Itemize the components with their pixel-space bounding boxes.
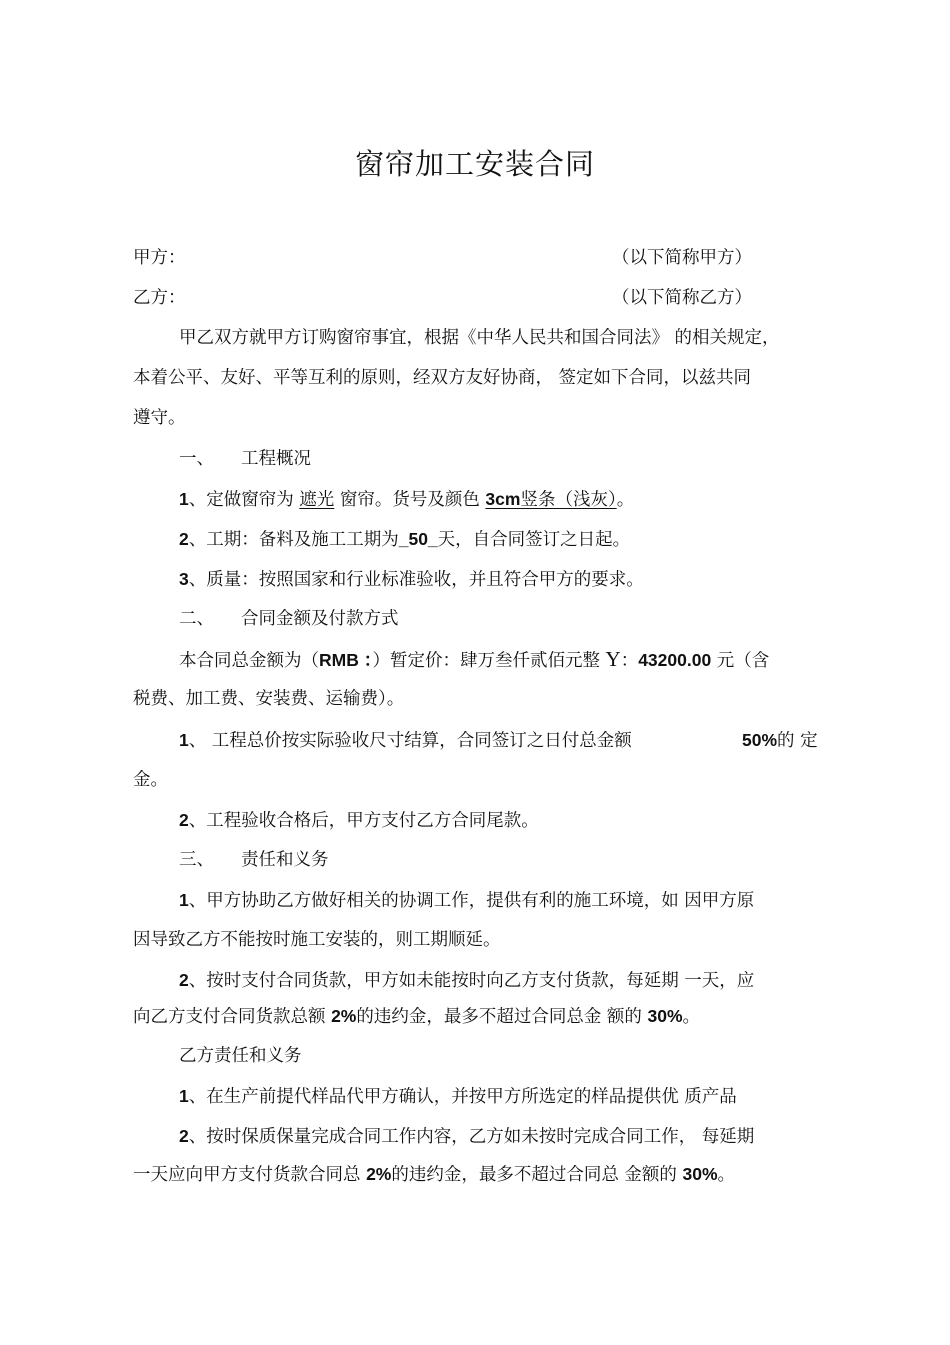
party-b-duties-item-2: 2、按时保质保量完成合同工作内容，乙方如未按时完成合同工作， 每延期 xyxy=(179,1126,755,1147)
curtain-spec-fill: 3cm竖条（浅灰） xyxy=(485,489,617,510)
deposit-percent: 50% xyxy=(742,730,778,750)
contract-amount-line: 本合同总金额为（RMB ：）暂定价：肆万叁仟贰佰元整 Y：43200.00 元（含 xyxy=(179,647,770,671)
section-3-item-1-line-2: 因导致乙方不能按时施工安装的，则工期顺延。 xyxy=(133,930,501,950)
item-number: 1 xyxy=(179,890,189,910)
party-b-duties-item-1: 1、在生产前提代样品代甲方确认，并按甲方所选定的样品提供优 质产品 xyxy=(179,1086,737,1107)
party-b-note: （以下简称乙方） xyxy=(612,288,752,308)
curtain-type-fill: 遮光 xyxy=(299,490,335,510)
section-3-item-1: 1、甲方协助乙方做好相关的协调工作，提供有利的施工环境，如 因甲方原 xyxy=(179,890,755,911)
item-text: 。 xyxy=(616,490,635,510)
section-1-heading: 工程概况 xyxy=(241,449,311,469)
intro-line-1: 甲乙双方就甲方订购窗帘事宜，根据《中华人民共和国合同法》 的相关规定， xyxy=(179,328,780,348)
penalty-percent: 2% xyxy=(366,1164,392,1184)
party-b-duties-heading: 乙方责任和义务 xyxy=(179,1046,302,1066)
party-a-note: （以下简称甲方） xyxy=(612,248,752,268)
section-2-heading: 合同金额及付款方式 xyxy=(241,609,399,629)
section-3-heading: 责任和义务 xyxy=(241,850,329,870)
section-3-number: 三、 xyxy=(179,850,214,870)
section-2-number: 二、 xyxy=(179,609,214,629)
item-text: 天，自合同签订之日起。 xyxy=(437,530,631,550)
item-text: 窗帘。货号及颜色 xyxy=(334,490,486,510)
intro-line-3: 遵守。 xyxy=(133,408,186,428)
item-number: 1 xyxy=(179,489,189,509)
document-title: 窗帘加工安装合同 xyxy=(354,147,595,181)
item-number: 2 xyxy=(179,1126,189,1146)
item-text: 、定做窗帘为 xyxy=(188,490,300,510)
section-1-item-3 xyxy=(179,567,644,592)
section-1-item-1 xyxy=(179,487,634,512)
section-1-item-2 xyxy=(179,527,630,552)
party-b-label: 乙方： xyxy=(133,288,186,308)
item-text: 、质量：按照国家和行业标准验收，并且符合甲方的要求。 xyxy=(188,570,644,590)
section-2-item-1-tail: 50%的 定 xyxy=(742,730,818,751)
item-number: 2 xyxy=(179,529,189,549)
section-2-item-1-line-2: 金。 xyxy=(133,770,168,790)
item-number: 1 xyxy=(179,730,189,750)
section-3-item-2-line-2: 向乙方支付合同货款总额 2%的违约金，最多不超过合同总金 额的 30%。 xyxy=(133,1006,701,1027)
section-2-item-2: 2、工程验收合格后，甲方支付乙方合同尾款。 xyxy=(179,810,539,831)
penalty-percent: 2% xyxy=(331,1006,357,1026)
intro-line-2: 本着公平、友好、平等互利的原则，经双方友好协商， 签定如下合同，以兹共同 xyxy=(133,368,752,388)
work-days-fill: _50_ xyxy=(398,529,438,549)
currency-code: RMB ： xyxy=(319,650,373,670)
penalty-cap-percent: 30% xyxy=(682,1164,718,1184)
section-1-number: 一、 xyxy=(179,449,214,469)
party-b-duties-item-2-line-2: 一天应向甲方支付货款合同总 2%的违约金，最多不超过合同总 金额的 30%。 xyxy=(133,1164,736,1185)
item-number: 2 xyxy=(179,970,189,990)
yen-sign: Y xyxy=(605,647,621,671)
contract-amount-line-2: 税费、加工费、安装费、运输费）。 xyxy=(133,689,405,709)
item-number: 2 xyxy=(179,810,189,830)
amount-value: 43200.00 xyxy=(638,650,712,670)
penalty-cap-percent: 30% xyxy=(647,1006,683,1026)
party-a-label: 甲方： xyxy=(133,248,186,268)
section-3-item-2: 2、按时支付合同货款，甲方如未能按时向乙方支付货款，每延期 一天，应 xyxy=(179,970,755,991)
item-text: 、工期：备料及施工工期为 xyxy=(188,530,399,550)
section-2-item-1: 1、 工程总价按实际验收尺寸结算，合同签订之日付总金额 xyxy=(179,730,632,751)
item-number: 3 xyxy=(179,569,189,589)
item-number: 1 xyxy=(179,1086,189,1106)
